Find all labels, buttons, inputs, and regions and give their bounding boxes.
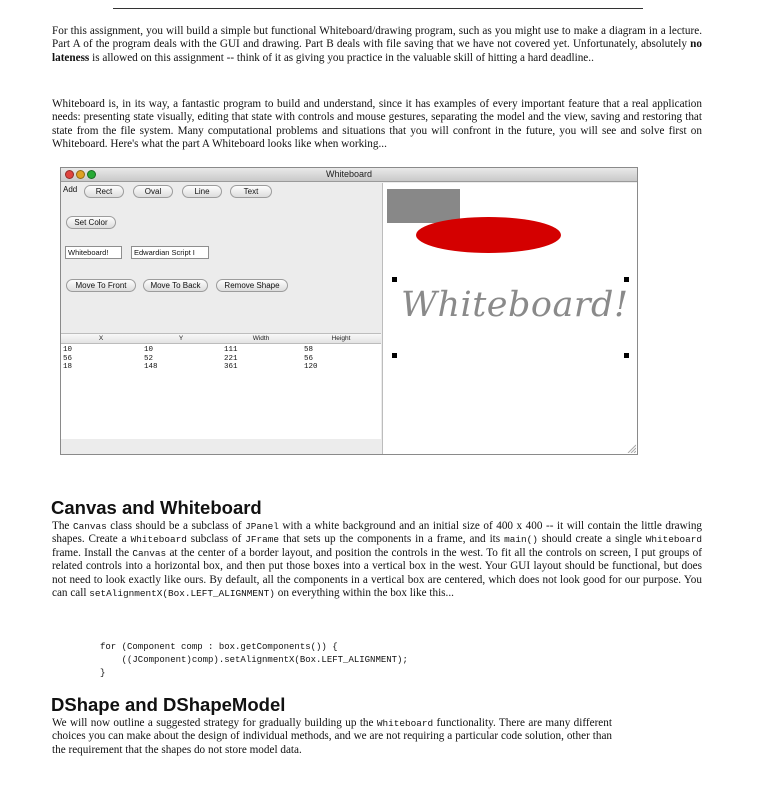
oval-shape[interactable] (416, 217, 561, 253)
cell-x: 10 (63, 346, 73, 354)
canvas-text-shape[interactable]: Whiteboard! (401, 285, 629, 325)
intro-paragraph: For this assignment, you will build a simple but functional Whiteboard/drawing program, such as you might use to make a diagram in a lecture. Part A of the program deals with the GUI and drawing. Part B deals with file saving that we have not covered yet. Unfortunately, absolutely no lateness is allowed on this assignment -- think of it as giving you practice in the valuable skill of hitting a hard deadline.. (52, 25, 702, 64)
selection-knob-top-left[interactable] (392, 277, 397, 282)
move-to-front-button[interactable]: Move To Front (66, 279, 136, 292)
font-select[interactable]: Edwardian Script I (131, 246, 209, 259)
rect-button[interactable]: Rect (84, 185, 124, 198)
cell-y: 10 (144, 346, 154, 354)
section-heading-dshape: DShape and DShapeModel (51, 694, 286, 715)
section-heading-canvas: Canvas and Whiteboard (51, 497, 262, 518)
column-header-width[interactable]: Width (252, 335, 270, 342)
cell-height: 56 (304, 354, 314, 363)
whiteboard-window-screenshot (60, 167, 638, 455)
cell-height: 58 (304, 346, 314, 354)
column-header-height[interactable]: Height (331, 335, 351, 342)
cell-height: 120 (304, 363, 318, 371)
cell-y: 148 (144, 363, 158, 371)
column-header-x[interactable]: X (98, 335, 104, 342)
resize-grip-icon[interactable] (626, 443, 636, 453)
shape-table (61, 333, 381, 439)
cell-y: 52 (144, 354, 154, 363)
remove-shape-button[interactable]: Remove Shape (216, 279, 288, 292)
code-line: ((JComponent)comp).setAlignmentX(Box.LEFT_ALIGNMENT); (100, 655, 408, 665)
move-to-back-button[interactable]: Move To Back (143, 279, 208, 292)
code-block (100, 641, 408, 680)
drawing-canvas[interactable] (382, 183, 637, 454)
top-rule (113, 8, 643, 9)
code-line: } (100, 668, 106, 678)
rect-shape[interactable] (387, 189, 460, 223)
text-input[interactable]: Whiteboard! (65, 246, 122, 259)
code-line: for (Component comp : box.getComponents()) { (100, 642, 338, 652)
selection-knob-bottom-left[interactable] (392, 353, 397, 358)
add-label: Add (63, 185, 78, 194)
window-title: Whiteboard (325, 169, 373, 179)
selection-knob-top-right[interactable] (624, 277, 629, 282)
canvas-whiteboard-paragraph: The Canvas class should be a subclass of JPanel with a white background and an initial size of 400 x 400 -- it will contain the little drawing shapes. Create a Whiteboard subclass of JFrame that sets up the components in a frame, and its main() should create a single Whiteboard frame. Install the Canvas at the center of a border layout, and position the controls in the west. To fit all the controls on screen, I put groups of related controls into a horizontal box, and then put those boxes into a vertical box in the west. Your GUI layout should be functional, but does not need to look exactly like ours. By default, all the components in a vertical box are centered, which does not look good for our purpose. You can call setAlignmentX(Box.LEFT_ALIGNMENT) on everything within the box like this... (52, 520, 703, 600)
cell-width: 111 (224, 346, 238, 354)
selection-knob-bottom-right[interactable] (624, 353, 629, 358)
cell-x: 56 (63, 354, 73, 363)
window-titlebar (61, 168, 637, 182)
cell-width: 221 (224, 354, 238, 363)
table-header (61, 334, 381, 344)
controls-panel (61, 183, 381, 454)
dshape-paragraph: We will now outline a suggested strategy for gradually building up the Whiteboard functionality. There are many different choices you can make about the design of individual methods, and we are not requiring a particular code solution, other than the requirement that the shapes do not store model data. (52, 717, 612, 756)
column-header-y[interactable]: Y (178, 335, 184, 342)
cell-x: 18 (63, 363, 73, 371)
set-color-button[interactable]: Set Color (66, 216, 116, 229)
line-button[interactable]: Line (182, 185, 222, 198)
whiteboard-overview-paragraph: Whiteboard is, in its way, a fantastic program to build and understand, since it has examples of every important feature that a real application needs: presenting state visually, editing that state with controls and mouse gestures, separating the model and the view, saving and restoring that state from the file system. Many computational problems and situations that you will confront in the future, you will see and solve first on Whiteboard. Here's what the part A Whiteboard looks like when working... (52, 98, 702, 151)
oval-button[interactable]: Oval (133, 185, 173, 198)
cell-width: 361 (224, 363, 238, 371)
text-button[interactable]: Text (230, 185, 272, 198)
